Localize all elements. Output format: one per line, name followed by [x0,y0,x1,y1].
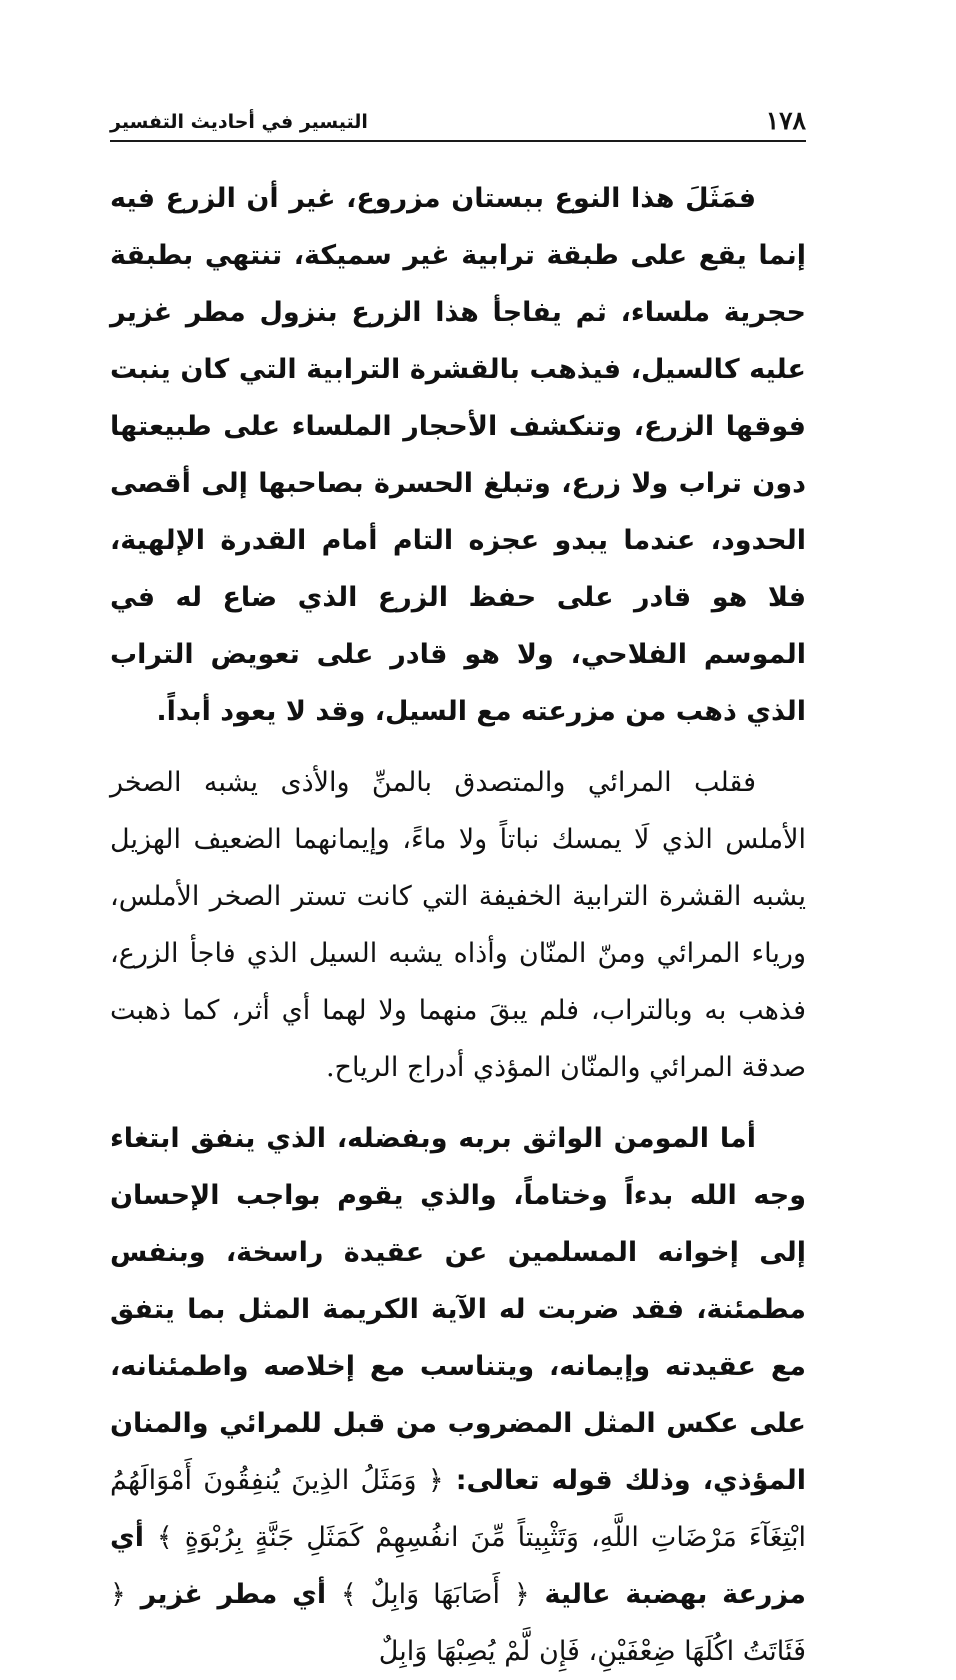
body-text [110,170,806,1680]
paragraph-2: فقلب المرائي والمتصدق بالمنِّ والأذى يشبه الصخر الأملس الذي لَا يمسك نباتاً ولا ماءً، وإيمانهما الضعيف الهزيل يشبه القشرة الترابية الخفيفة التي كانت تستر الصخر الأملس، ورياء المرائي ومنّ المنّان وأذاه يشبه السيل الذي فاجأ الزرع، فذهب به وبالتراب، فلم يبقَ منهما ولا لهما أي أثر، كما ذهبت صدقة المرائي والمنّان المؤذي أدراج الرياح. [110,767,806,1083]
page-number: ١٧٨ [765,106,806,135]
paragraph-3-text: أما المومن الواثق بربه وبفضله، الذي ينفق ابتغاء وجه الله بدءاً وختاماً، والذي يقوم بواجب الإحسان إلى إخوانه المسلمين عن عقيدة راسخة، وبنفس مطمئنة، فقد ضربت له الآية الكريمة المثل بما يتفق مع عقيدته وإيمانه، ويتناسب مع إخلاصه واطمئنانه، على عكس المثل المضروب من قبل للمرائي والمنان المؤذي، وذلك قوله تعالى: [110,1123,806,1496]
gloss-1: أي مزرعة بهضبة عالية [110,1522,806,1610]
paragraph-3 [110,1110,806,1680]
quran-verse: ﴿ أَصَابَهَا وَابِلٌ ﴾ [340,1579,530,1610]
gloss-2: أي مطر غزير [140,1579,327,1610]
quran-verse: ﴿ فَئَاتَتُ اكُلَهَا ضِعْفَيْنِ، فَإِن لَّمْ يُصِبْهَا وَابِلٌ [110,1579,806,1667]
quran-verse: ﴿ وَمَثَلُ الذِينَ يُنفِقُونَ أَمْوَالَهُمُ ابْتِغَآءَ مَرْضَاتِ اللَّهِ، وَتَثْبِيتاً مِّنَ انفُسِهِمْ كَمَثَلِ جَنَّةٍ بِرُبْوَةٍ ﴾ [110,1465,806,1553]
running-title: التيسير في أحاديث التفسير [110,111,368,133]
paragraph-1: فمَثَلَ هذا النوع ببستان مزروع، غير أن الزرع فيه إنما يقع على طبقة ترابية غير سميكة، تنتهي بطبقة حجرية ملساء، ثم يفاجأ هذا الزرع بنزول مطر غزير عليه كالسيل، فيذهب بالقشرة الترابية التي كان ينبت فوقها الزرع، وتنكشف الأحجار الملساء على طبيعتها دون تراب ولا زرع، وتبلغ الحسرة بصاحبها إلى أقصى الحدود، عندما يبدو عجزه التام أمام القدرة الإلهية، فلا هو قادر على حفظ الزرع الذي ضاع له في الموسم الفلاحي، ولا هو قادر على تعويض التراب الذي ذهب من مزرعته مع السيل، وقد لا يعود أبداً. [110,183,806,727]
page-header [110,106,806,142]
